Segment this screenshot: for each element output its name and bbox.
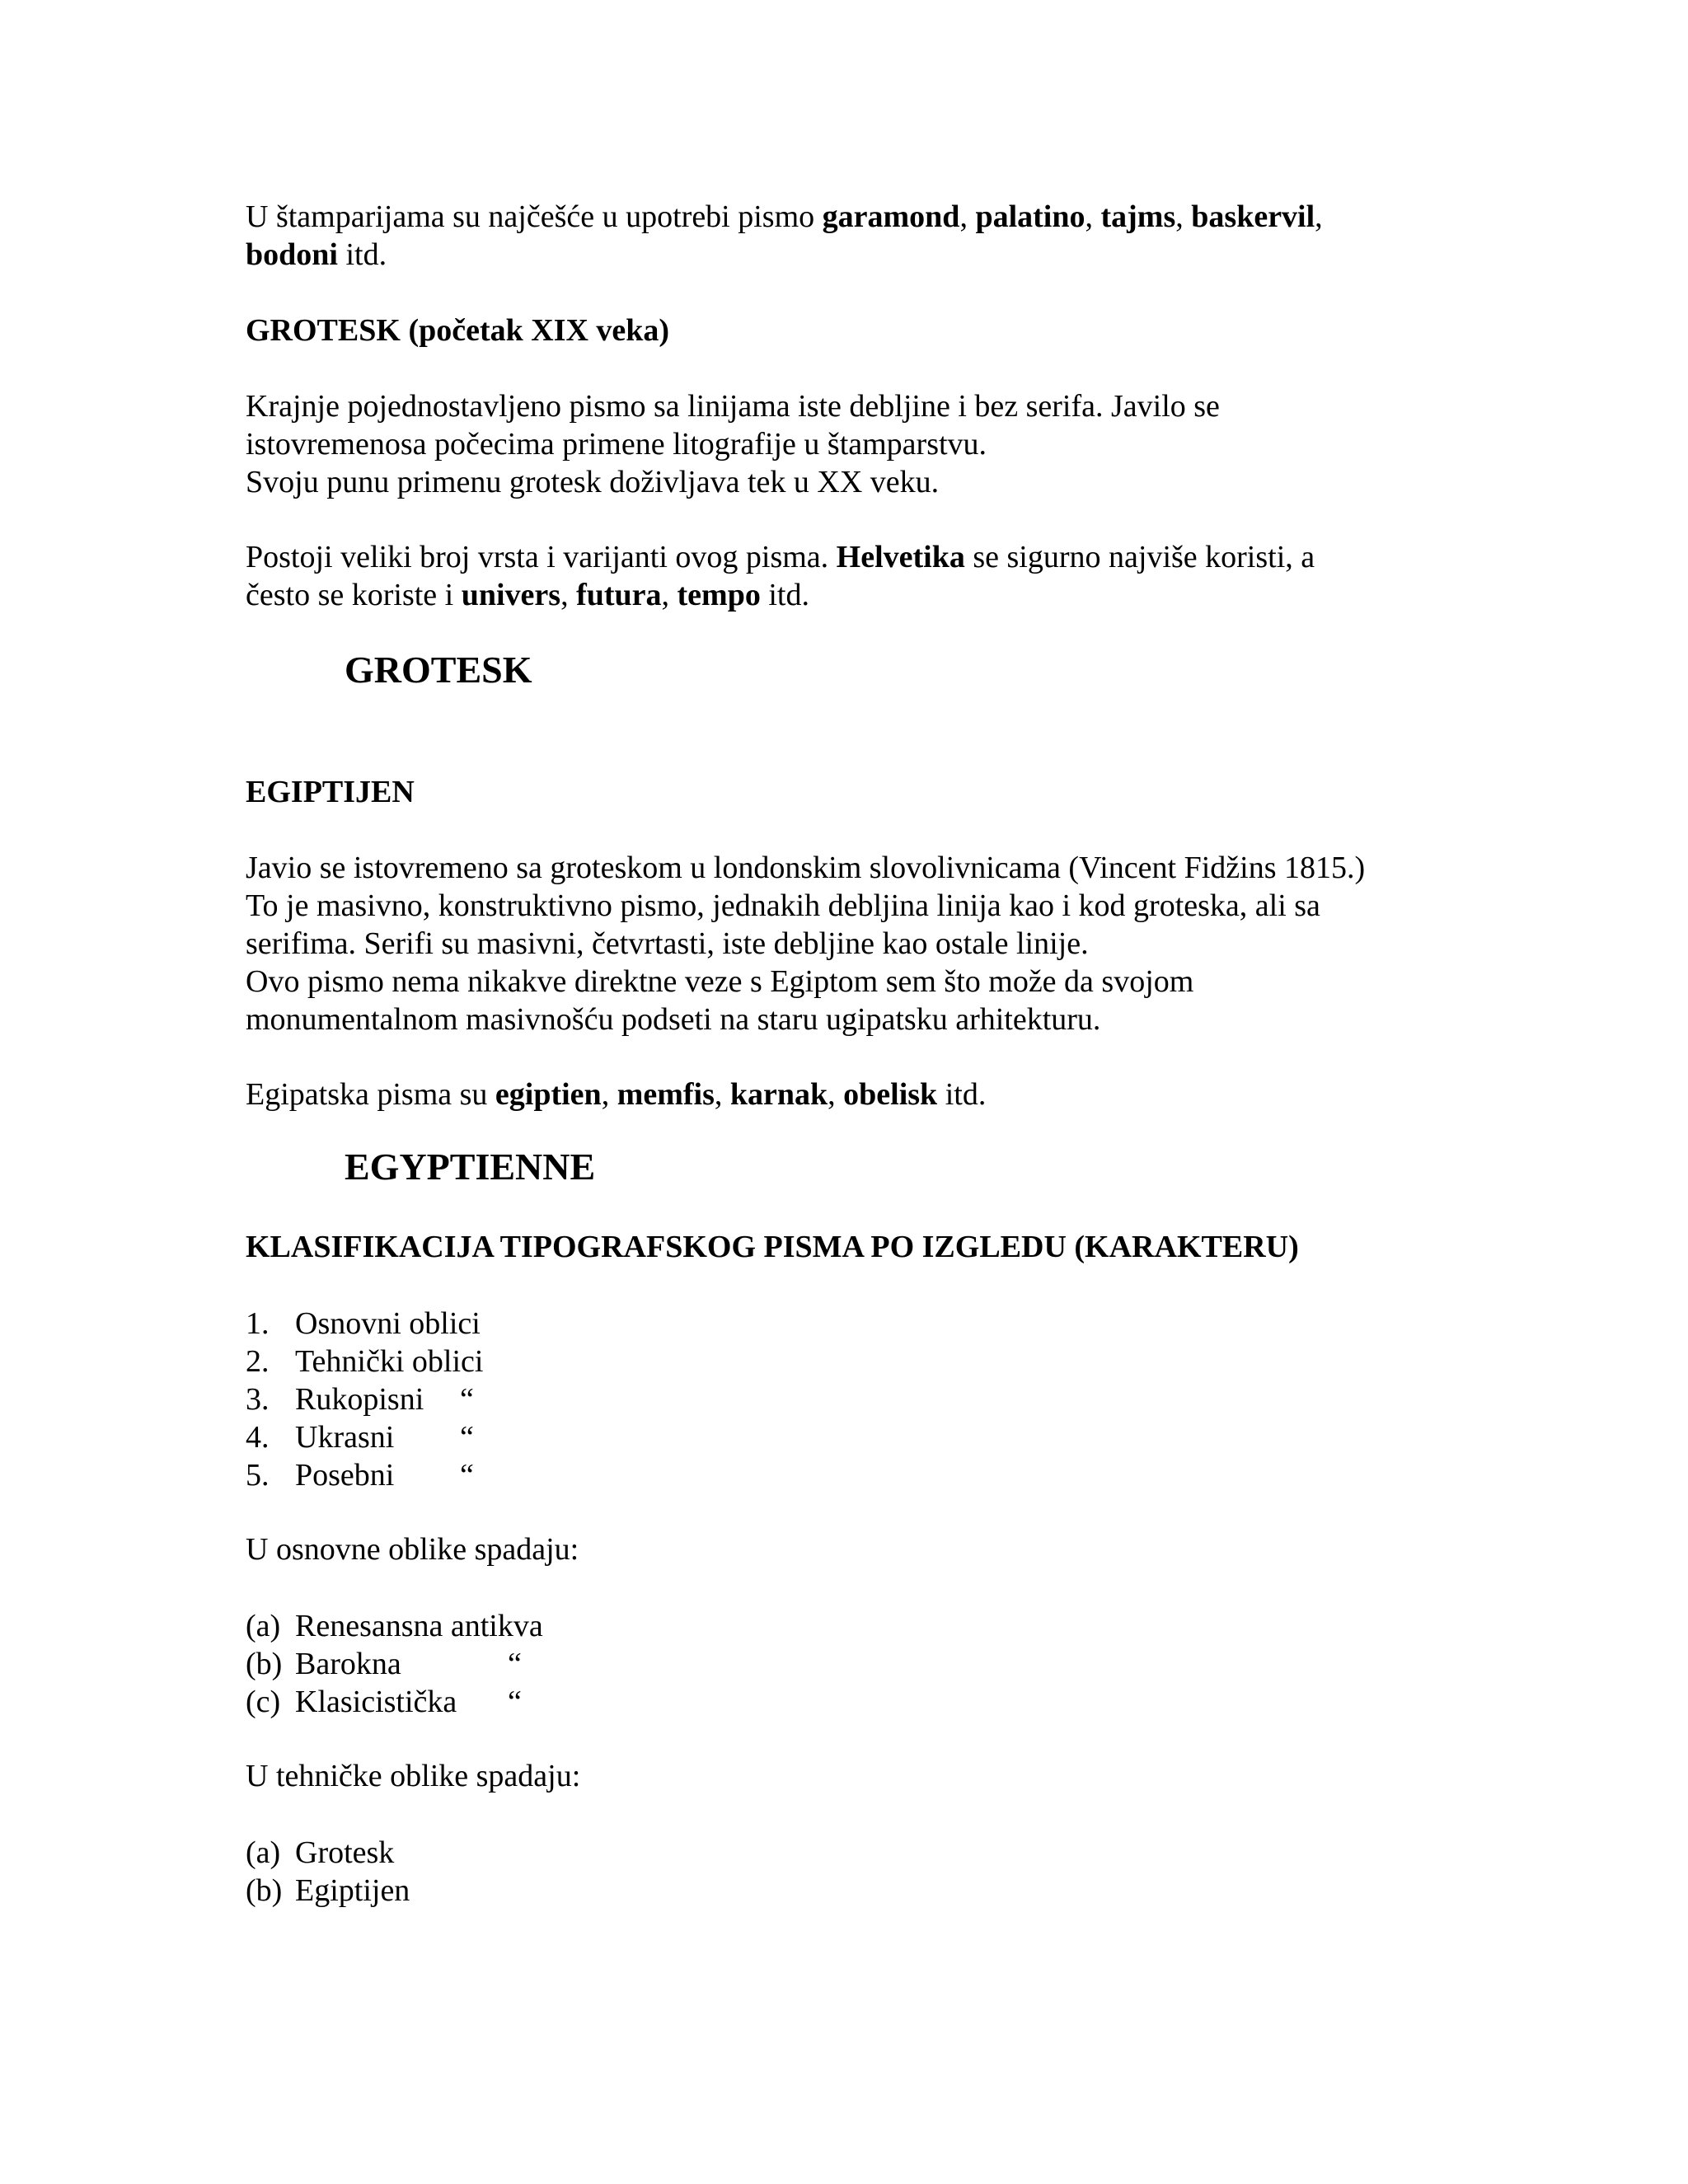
intro-text: U štamparijama su najčešće u upotrebi pismo xyxy=(246,199,823,234)
font-name-garamond: garamond xyxy=(822,199,960,234)
list-text: Rukopisni xyxy=(295,1382,424,1417)
list-item xyxy=(246,1456,1482,1494)
section-heading: KLASIFIKACIJA TIPOGRAFSKOG PISMA PO IZGLEDU (KARAKTERU) xyxy=(246,1230,1299,1264)
font-name-palatino: palatino xyxy=(975,199,1085,234)
intro-text-end: itd. xyxy=(337,237,387,272)
grotesk-heading xyxy=(246,312,1482,349)
font-name-memfis: memfis xyxy=(617,1077,715,1112)
intro-line-1 xyxy=(246,198,1482,236)
list-number: 3. xyxy=(246,1382,270,1417)
separator: , xyxy=(959,199,976,234)
separator: , xyxy=(661,578,678,612)
font-name-egiptien: egiptien xyxy=(495,1077,602,1112)
list-text: Renesansna antikva xyxy=(295,1609,543,1643)
paragraph-line: Javio se istovremeno sa groteskom u londonskim slovolivnicama (Vincent Fidžins 1815.) xyxy=(246,851,1366,885)
type-sample: GROTESK xyxy=(345,649,532,691)
ditto-mark: “ xyxy=(460,1458,474,1493)
font-name-univers: univers xyxy=(461,578,561,612)
list-text: Egiptijen xyxy=(295,1873,410,1908)
text: itd. xyxy=(937,1077,987,1112)
font-name-bodoni: bodoni xyxy=(246,237,338,272)
intro-paragraph xyxy=(246,198,1482,274)
list-text: Osnovni oblici xyxy=(295,1306,481,1341)
font-name-obelisk: obelisk xyxy=(843,1077,938,1112)
tehnicke-list xyxy=(246,1834,1482,1910)
egiptijen-paragraph-2 xyxy=(246,1076,1482,1113)
list-letter: (a) xyxy=(246,1609,281,1643)
text: često se koriste i xyxy=(246,578,462,612)
osnovne-intro xyxy=(246,1530,1482,1568)
paragraph-line: Ovo pismo nema nikakve direktne veze s Egiptom sem što može da svojom xyxy=(246,964,1194,999)
font-name-helvetika: Helvetika xyxy=(836,540,965,574)
grotesk-paragraph-2 xyxy=(246,538,1482,614)
paragraph-line: istovremenosa počecima primene litografije u štamparstvu. xyxy=(246,427,987,462)
list-number: 1. xyxy=(246,1306,270,1341)
list-number: 4. xyxy=(246,1420,270,1455)
paragraph-line: serifima. Serifi su masivni, četvrtasti, iste debljine kao ostale linije. xyxy=(246,926,1089,961)
list-item xyxy=(246,1343,1482,1380)
list-item xyxy=(246,1645,1482,1683)
font-name-baskervil: baskervil xyxy=(1191,199,1315,234)
separator: , xyxy=(828,1077,844,1112)
paragraph-line: U tehničke oblike spadaju: xyxy=(246,1759,581,1793)
list-number: 2. xyxy=(246,1344,270,1379)
grotesk-sample xyxy=(345,651,1581,689)
text: itd. xyxy=(760,578,809,612)
list-text: Tehnički oblici xyxy=(295,1344,484,1379)
paragraph-line: To je masivno, konstruktivno pismo, jednakih debljina linija kao i kod groteska, ali sa xyxy=(246,888,1320,923)
list-letter: (b) xyxy=(246,1873,283,1908)
list-item xyxy=(246,1683,1482,1721)
paragraph-line xyxy=(246,538,1482,576)
ditto-mark: “ xyxy=(460,1382,474,1417)
egiptijen-paragraph-1 xyxy=(246,849,1482,1038)
text: Egipatska pisma su xyxy=(246,1077,495,1112)
type-sample: EGYPTIENNE xyxy=(345,1146,596,1188)
klasifikacija-heading xyxy=(246,1228,1482,1266)
list-letter: (b) xyxy=(246,1647,283,1681)
paragraph-line: Svoju punu primenu grotesk doživljava tek u XX veku. xyxy=(246,465,940,499)
list-item xyxy=(246,1380,1482,1418)
osnovne-list xyxy=(246,1607,1482,1721)
list-text: Barokna xyxy=(295,1647,401,1681)
egiptijen-heading xyxy=(246,773,1482,811)
list-item xyxy=(246,1305,1482,1343)
list-item xyxy=(246,1834,1482,1872)
separator: , xyxy=(560,578,577,612)
paragraph-line xyxy=(246,576,1482,614)
font-name-tempo: tempo xyxy=(677,578,761,612)
ditto-mark: “ xyxy=(508,1685,522,1719)
separator: , xyxy=(714,1077,730,1112)
list-item xyxy=(246,1418,1482,1456)
text: Postoji veliki broj vrsta i varijanti ovog pisma. xyxy=(246,540,837,574)
separator: , xyxy=(1315,199,1323,234)
list-letter: (c) xyxy=(246,1685,281,1719)
separator: , xyxy=(1085,199,1101,234)
ditto-mark: “ xyxy=(508,1647,522,1681)
font-name-futura: futura xyxy=(576,578,662,612)
egyptienne-sample xyxy=(345,1148,1581,1186)
list-item xyxy=(246,1607,1482,1645)
section-heading: GROTESK (početak XIX veka) xyxy=(246,313,670,348)
grotesk-paragraph-1 xyxy=(246,387,1482,501)
list-letter: (a) xyxy=(246,1835,281,1870)
font-name-karnak: karnak xyxy=(729,1077,828,1112)
ditto-mark: “ xyxy=(460,1420,474,1455)
intro-line-2 xyxy=(246,236,1482,274)
separator: , xyxy=(1175,199,1192,234)
list-text: Klasicistička xyxy=(295,1685,457,1719)
paragraph-line: Krajnje pojednostavljeno pismo sa linijama iste debljine i bez serifa. Javilo se xyxy=(246,389,1220,424)
tehnicke-intro xyxy=(246,1757,1482,1795)
paragraph-line xyxy=(246,1076,1482,1113)
list-text: Posebni xyxy=(295,1458,395,1493)
list-item xyxy=(246,1872,1482,1910)
paragraph-line: U osnovne oblike spadaju: xyxy=(246,1532,579,1567)
text: se sigurno najviše koristi, a xyxy=(964,540,1315,574)
list-text: Ukrasni xyxy=(295,1420,395,1455)
separator: , xyxy=(601,1077,617,1112)
font-name-tajms: tajms xyxy=(1100,199,1176,234)
paragraph-line: monumentalnom masivnošću podseti na staru ugipatsku arhitekturu. xyxy=(246,1002,1101,1037)
classification-list xyxy=(246,1305,1482,1494)
list-number: 5. xyxy=(246,1458,270,1493)
list-text: Grotesk xyxy=(295,1835,395,1870)
section-heading: EGIPTIJEN xyxy=(246,775,415,809)
